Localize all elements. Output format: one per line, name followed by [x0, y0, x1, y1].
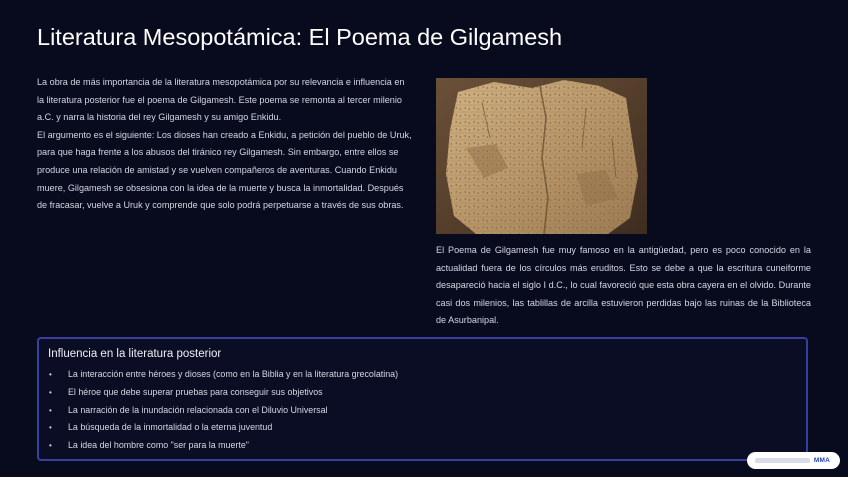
list-item-text: El héroe que debe superar pruebas para conseguir sus objetivos — [68, 386, 323, 397]
page-title: Literatura Mesopotámica: El Poema de Gilgamesh — [37, 24, 563, 50]
bullet-icon: • — [49, 423, 52, 433]
list-item-text: La interacción entre héroes y dioses (como en la Biblia y en la literatura grecolatina) — [68, 369, 399, 379]
bullet-icon: • — [49, 387, 52, 397]
influence-title: Influencia en la literatura posterior — [48, 348, 222, 360]
list-item-text: La búsqueda de la inmortalidad o la eterna juventud — [68, 422, 273, 433]
bullet-icon: • — [49, 405, 52, 415]
brand-badge[interactable] — [747, 452, 840, 469]
brand-badge-label: MMA — [813, 457, 830, 464]
cuneiform-tablet-image — [436, 78, 647, 234]
list-item-text: La narración de la inundación relacionada con el Diluvio Universal — [68, 404, 328, 415]
list-item-text: La idea del hombre como "ser para la muerte" — [68, 440, 249, 451]
bullet-icon: • — [49, 441, 52, 451]
bullet-icon: • — [49, 370, 52, 379]
brand-logo-icon — [755, 458, 810, 463]
influence-panel — [37, 337, 808, 461]
history-text — [436, 242, 811, 330]
intro-text — [37, 74, 413, 215]
history-paragraph: El Poema de Gilgamesh fue muy famoso en la antigüedad, pero es poco conocido en la actualidad fuera de los círculos más eruditos. Esto se debe a que la escritura cuneiforme desapareció hacia el siglo I d.C., lo cual favoreció que esta obra cayera en el olvido. Durante casi dos milenios, las tablillas de arcilla estuvieron perdidas bajo las ruinas de la Biblioteca de Asurbanipal. — [436, 245, 811, 326]
plot-paragraph: El argumento es el siguiente: Los dioses han creado a Enkidu, a petición del pueblo de Uruk, para que haga frente a los abusos del tiránico rey Gilgamesh. Sin embargo, entre ellos se produce una relación de amistad y se vuelven compañeros de aventuras. Cuando Enkidu muere, Gilgamesh se obsesiona con la idea de la muerte y busca la inmortalidad. Después de fracasar, vuelve a Uruk y comprende que solo podrá perpetuarse a través de sus obras. — [37, 129, 412, 211]
intro-paragraph: La obra de más importancia de la literatura mesopotámica por su relevancia e influencia en la literatura posterior fue el poema de Gilgamesh. Este poema se remonta al tercer milenio a.C. y narra la historia del rey Gilgamesh y su amigo Enkidu. — [37, 77, 405, 123]
